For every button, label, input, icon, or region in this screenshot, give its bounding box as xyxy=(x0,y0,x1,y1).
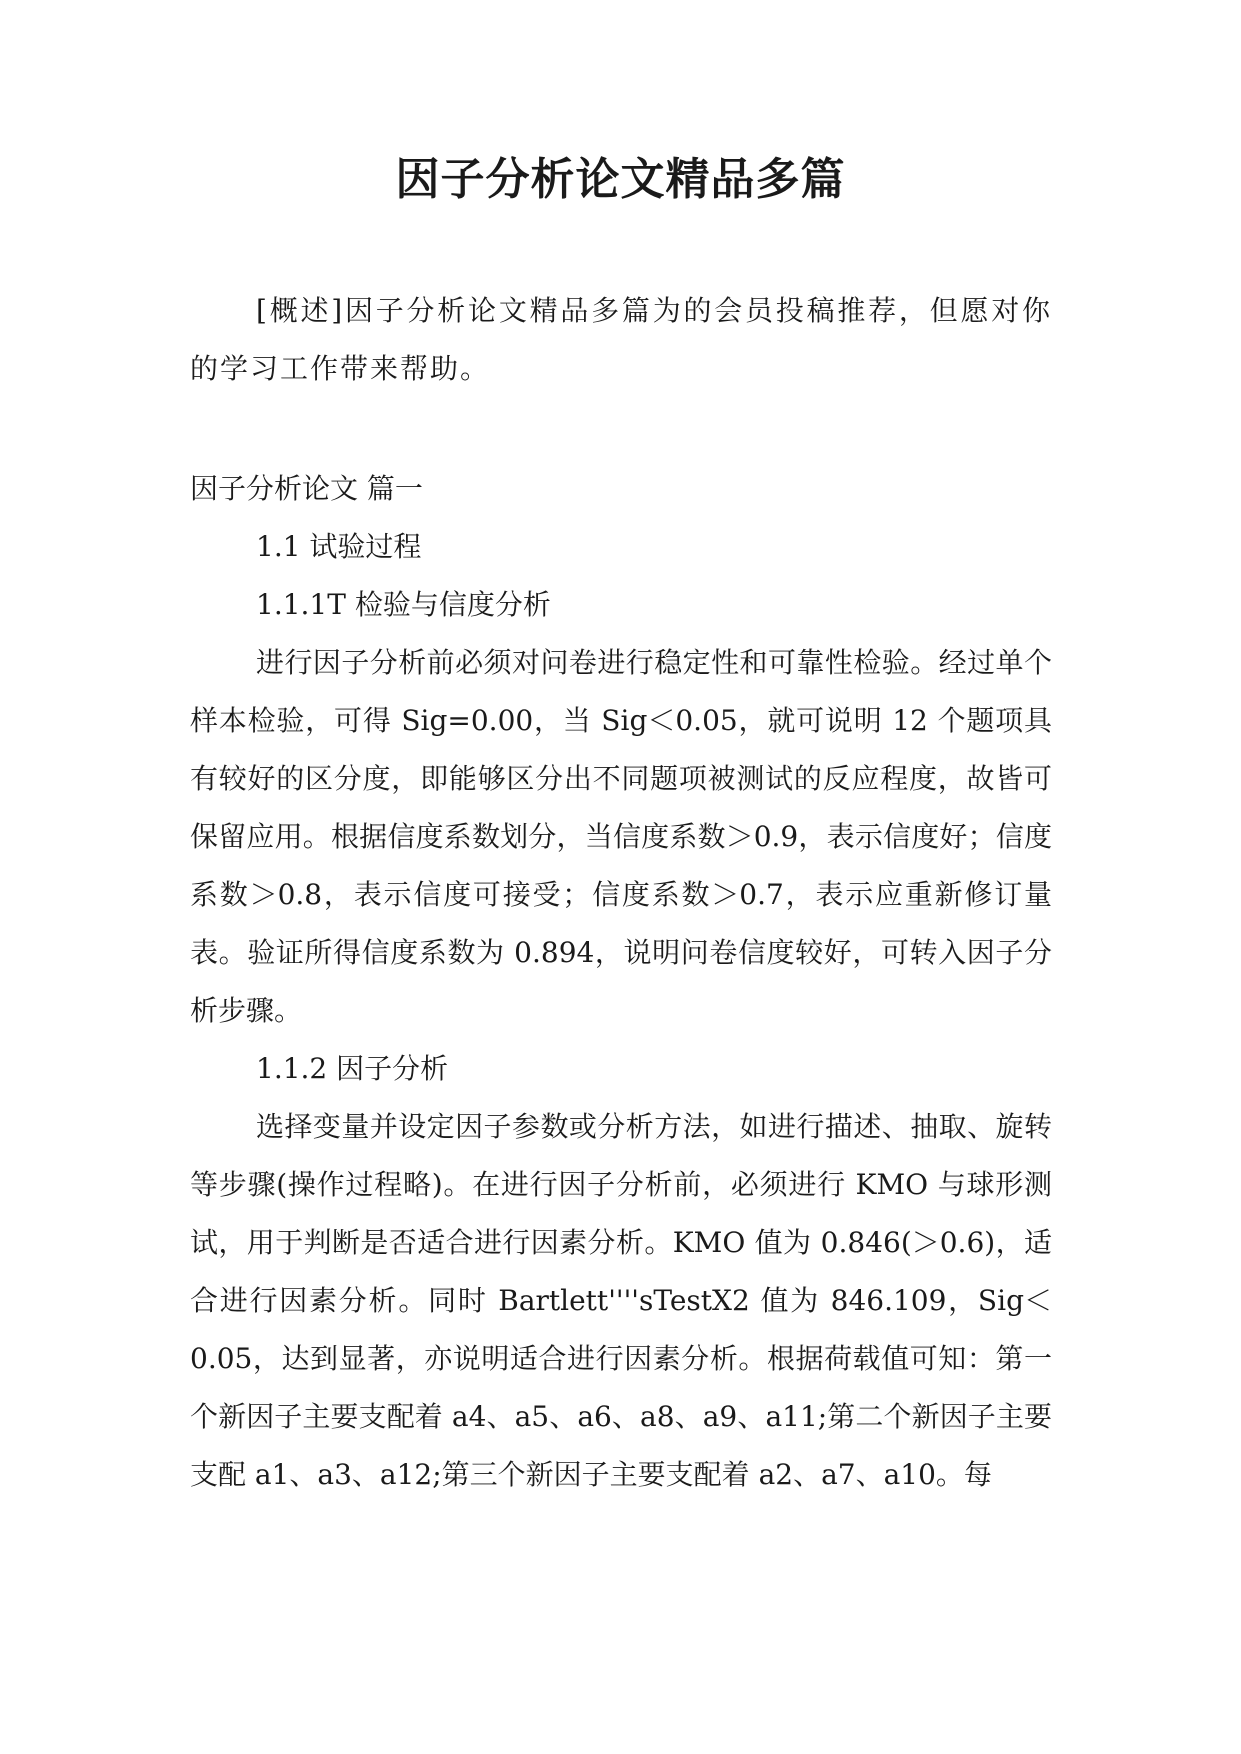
document-body xyxy=(190,282,1052,1504)
section-title: 因子分析论文 篇一 xyxy=(190,472,423,505)
paragraph-reliability: 进行因子分析前必须对问卷进行稳定性和可靠性检验。经过单个样本检验，可得 Sig=0.00，当 Sig＜0.05，就可说明 12 个题项具有较好的区分度，即能够区分出不同题项被测试的反应程度，故皆可保留应用。根据信度系数划分，当信度系数＞0.9，表示信度好；信度系数＞0.8，表示信度可接受；信度系数＞0.7，表示应重新修订量表。验证所得信度系数为 0.894，说明问卷信度较好，可转入因子分析步骤。 xyxy=(190,646,1052,1027)
summary-paragraph: [概述]因子分析论文精品多篇为的会员投稿推荐，但愿对你的学习工作带来帮助。 xyxy=(190,294,1052,385)
heading-1-1-1: 1.1.1T 检验与信度分析 xyxy=(256,588,551,621)
spacer xyxy=(190,398,1052,460)
heading-1-1-2: 1.1.2 因子分析 xyxy=(256,1052,449,1085)
paragraph-factor-analysis: 选择变量并设定因子参数或分析方法，如进行描述、抽取、旋转等步骤(操作过程略)。在进行因子分析前，必须进行 KMO 与球形测试，用于判断是否适合进行因素分析。KMO 值为 0.846(＞0.6)，适合进行因素分析。同时 Bartlett''''sTestX2 值为 846.109，Sig＜0.05，达到显著，亦说明适合进行因素分析。根据荷载值可知：第一个新因子主要支配着 a4、a5、a6、a8、a9、a11;第二个新因子主要支配 a1、a3、a12;第三个新因子主要支配着 a2、a7、a10。每 xyxy=(190,1110,1052,1491)
heading-1-1: 1.1 试验过程 xyxy=(256,530,422,563)
document-title: 因子分析论文精品多篇 xyxy=(395,154,846,205)
